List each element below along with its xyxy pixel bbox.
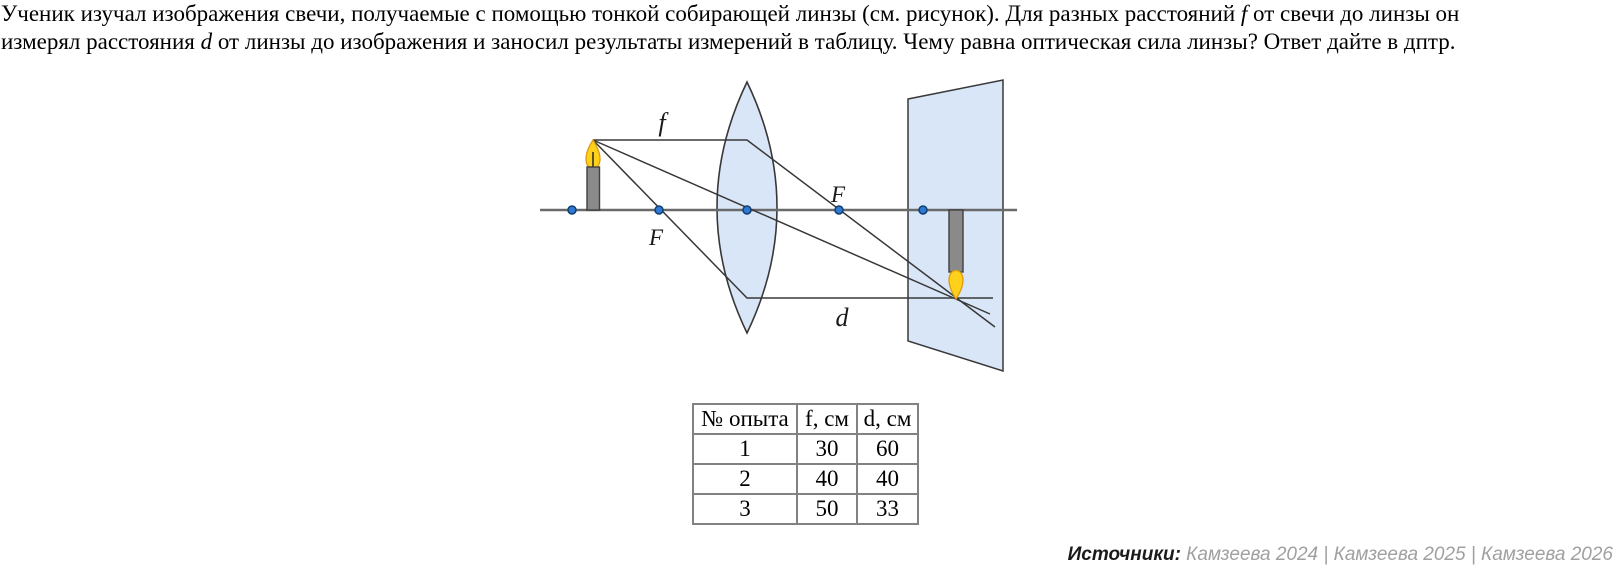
- table-cell: 1: [693, 434, 797, 464]
- axis-point-lens-center: [743, 206, 751, 214]
- table-row: [693, 494, 918, 524]
- label-focus-right: F: [830, 182, 846, 207]
- label-d-distance: d: [835, 303, 849, 332]
- problem-line-1-tail: от свечи до линзы он: [1247, 1, 1460, 26]
- variable-d: d: [200, 28, 213, 54]
- table-cell: 30: [797, 434, 857, 464]
- table-cell: 60: [857, 434, 918, 464]
- sources-label: Источники:: [1067, 544, 1181, 565]
- label-focus-left: F: [648, 225, 664, 250]
- table-cell: 3: [693, 494, 797, 524]
- problem-line-2-tail: от линзы до изображения и заносил результаты измерений в таблицу. Чему равна оптическая сила линзы? Ответ дайте в дптр.: [212, 28, 1456, 54]
- table-cell: 2: [693, 464, 797, 494]
- header-d-cm: d, см: [857, 404, 918, 434]
- candle-body: [587, 167, 600, 210]
- problem-line-2-text: измерял расстояния: [1, 28, 201, 54]
- axis-point-focus-right: [835, 206, 843, 214]
- axis-point-object: [568, 206, 576, 214]
- table-cell: 33: [857, 494, 918, 524]
- header-experiment-number: № опыта: [693, 404, 797, 434]
- table-cell: 40: [857, 464, 918, 494]
- sources-line: [1068, 544, 1613, 566]
- table-row: [693, 464, 918, 494]
- image-candle-body: [949, 210, 963, 272]
- measurements-table: [692, 403, 919, 525]
- axis-point-image: [919, 206, 927, 214]
- table-header-row: [693, 404, 918, 434]
- table-cell: 50: [797, 494, 857, 524]
- variable-f: f: [1240, 1, 1248, 26]
- header-f-cm: f, см: [797, 404, 857, 434]
- sources-items: Камзеева 2024 | Камзеева 2025 | Камзеева 2026: [1180, 544, 1613, 565]
- axis-point-focus-left: [655, 206, 663, 214]
- problem-line-1-text: Ученик изучал изображения свечи, получаемые с помощью тонкой собирающей линзы (см. рисунок). Для разных расстояний: [1, 1, 1241, 26]
- table-row: [693, 434, 918, 464]
- label-f-distance: f: [658, 108, 666, 137]
- table-cell: 40: [797, 464, 857, 494]
